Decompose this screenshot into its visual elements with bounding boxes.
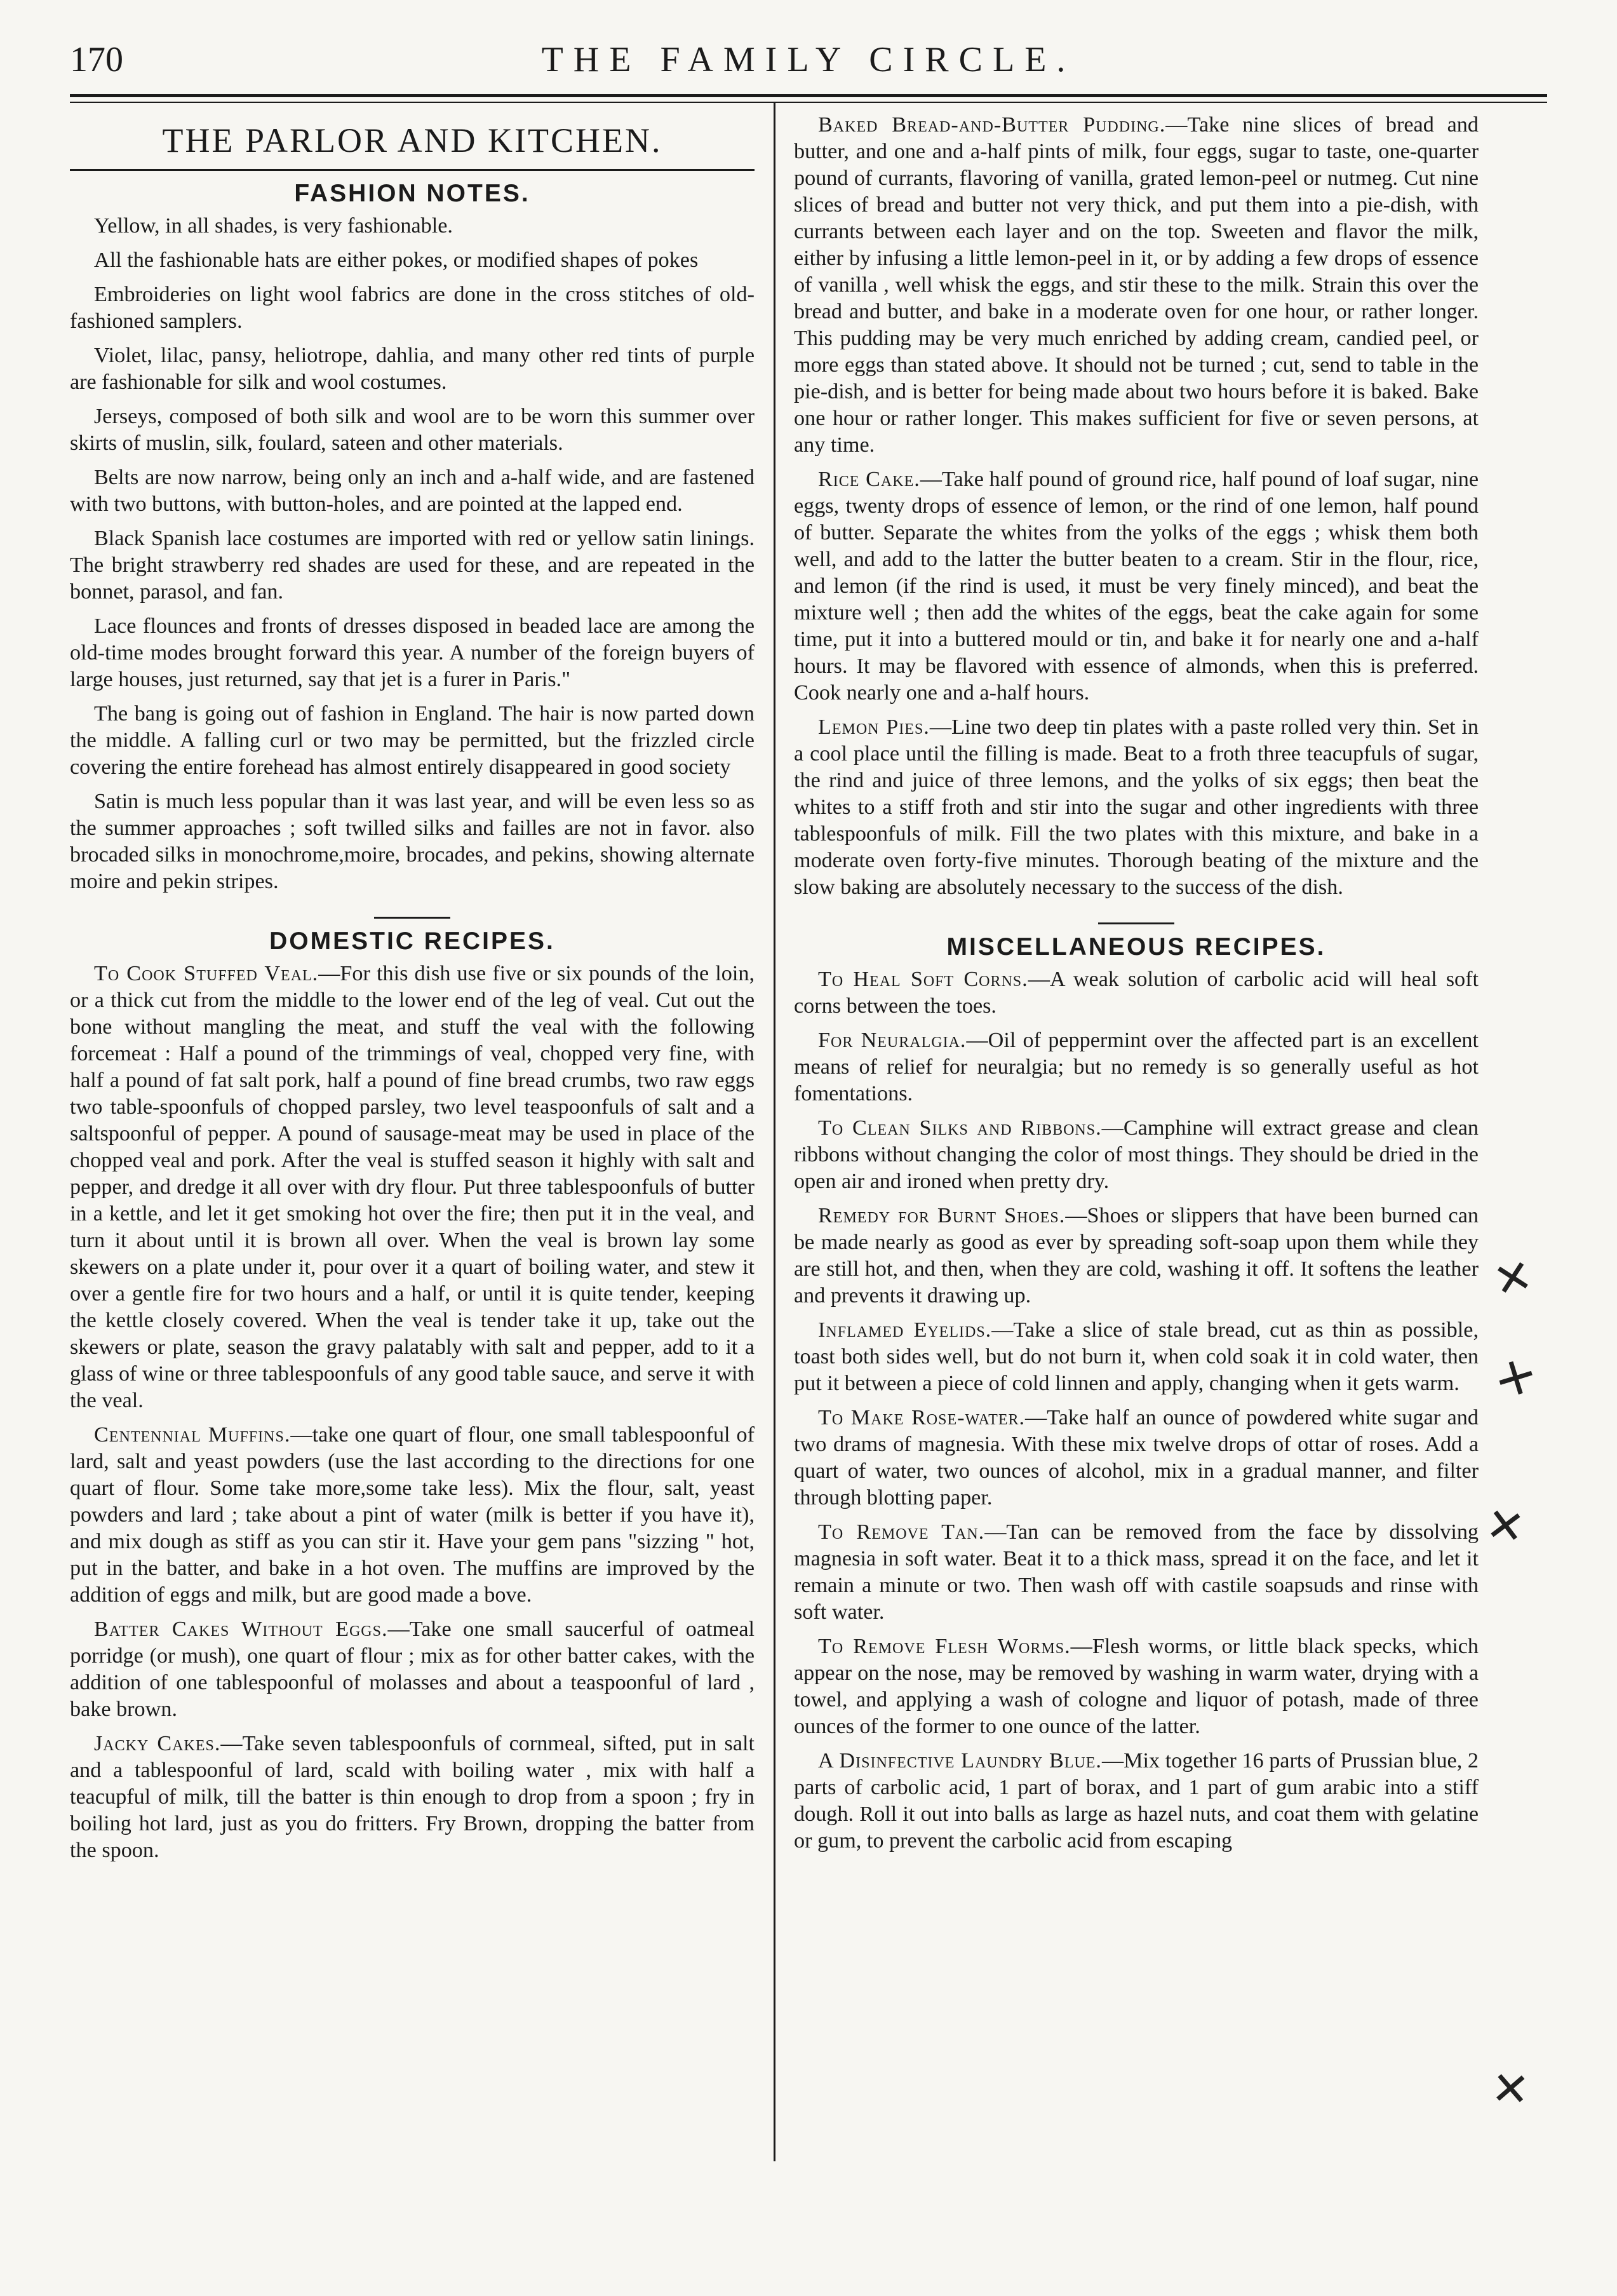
- fashion-note: Belts are now narrow, being only an inch and a-half wide, and are fastened with two buttons, with button-holes, and are pointed at the lapped end.: [70, 466, 755, 516]
- domestic-recipes-heading: DOMESTIC RECIPES.: [269, 928, 555, 955]
- recipe-text: —Flesh worms, or little black specks, which appear on the nose, may be removed by washing in warm water, drying with a towel, and applying a wash of cologne and liquor of potash, made of three ounces of the former to one ounce of the latter.: [794, 1635, 1479, 1738]
- recipe-title: To Make Rose-water.: [818, 1406, 1026, 1429]
- recipe-text: —take one quart of flour, one small tablespoonful of lard, salt and yeast powders (use the last according to the directions for one quart of flour. Some take more,some take less). Mix the flour, salt, yeast powders and lard ; take about a pint of water (milk is better if you have it), and mix dough as stiff as you can stir it. Have your gem pans "sizzing " hot, put in the batter, and bake in a hot oven. The muffins are improved by the addition of eggs and milk, but are good made a bove.: [70, 1423, 755, 1607]
- recipe-paragraph: [70, 1731, 755, 1864]
- recipe-text: —Take nine slices of bread and butter, and one and a-half pints of milk, four eggs, sugar to taste, one-quarter pound of currants, flavoring of vanilla, grated lemon-peel or nutmeg. Cut nine slices of bread and butter not very thick, and put them into a pie-dish, with currants between each layer and on the top. Sweeten and flavor the milk, either by infusing a little lemon-peel in it, or by adding a few drops of essence of vanilla , well whisk the eggs, and stir these to the milk. Strain this over the bread and butter, and bake in a moderate oven for one hour, or rather longer. This pudding may be very much enriched by adding cream, candied peel, or more eggs than stated above. It should not be turned ; cut, send to table in the pie-dish, and is better for being made about two hours before it is baked. Bake one hour or rather longer. This makes sufficient for five or seven persons, at any time.: [794, 113, 1479, 457]
- fashion-note: All the fashionable hats are either pokes, or modified shapes of pokes: [94, 248, 699, 272]
- fashion-note: The bang is going out of fashion in England. The hair is now parted down the middle. A falling curl or two may be permitted, but the frizzled circle covering the entire forehead has almost entirely disappeared in good society: [70, 702, 755, 779]
- column-divider: [774, 103, 775, 2161]
- recipe-title: To Cook Stuffed Veal.: [94, 962, 319, 985]
- recipe-title: Jacky Cakes.: [94, 1732, 221, 1755]
- recipe-text: —Mix together 16 parts of Prussian blue, 2 parts of carbolic acid, 1 part of borax, and 1 part of gum arabic into a stiff dough. Roll it out into balls as large as hazel nuts, and coat them with gelatine or gum, to prevent the carbolic acid from escaping: [794, 1749, 1479, 1853]
- fashion-note: Yellow, in all shades, is very fashionable.: [94, 214, 453, 238]
- handwritten-x-mark: ✕: [1489, 2060, 1532, 2117]
- recipe-title: To Heal Soft Corns.: [818, 968, 1028, 991]
- running-head: [70, 39, 1547, 90]
- fashion-note: Embroideries on light wool fabrics are done in the cross stitches of old-fashioned samplers.: [70, 283, 755, 333]
- recipe-paragraph: [70, 1616, 755, 1723]
- recipe-title: To Remove Flesh Worms.: [818, 1635, 1071, 1658]
- recipe-text: —For this dish use five or six pounds of the loin, or a thick cut from the middle to the lower end of the leg of veal. Cut out the bone without mangling the meat, and stuff the veal with the following forcemeat : Half a pound of the trimmings of veal, chopped very fine, with half a pound of fat salt pork, half a pound of fine bread crumbs, two raw eggs two table-spoonfuls of chopped parsley, two level teaspoonfuls of salt and a saltspoonful of pepper. A pound of sausage-meat may be used in place of the chopped veal and pork. After the veal is stuffed season it highly with salt and pepper, and dredge it all over with dry flour. Put three tablespoonfuls of butter in a kettle, and let it get smoking hot over the fire; then put it in the veal, and turn it about until it is brown all over. When the veal is brown lay some skewers on a plate under it, pour over it a quart of boiling water, and stew it over a gentle fire for two hours and a half, or until it is quite tender, keeping the kettle closely covered. When the veal is tender take it up, take out the skewers or plate, season the gravy palatably with salt and pepper, add to it a glass of wine or three tablespoonfuls of any good table sauce, and serve it with the veal.: [70, 962, 755, 1412]
- recipe-text: —Camphine will extract grease and clean ribbons without changing the color of most things. They should be dried in the open air and ironed when pretty dry.: [794, 1116, 1479, 1193]
- left-column: [70, 112, 755, 1872]
- handwritten-x-mark: ✕: [1486, 1346, 1545, 1412]
- recipe-paragraph: [794, 112, 1479, 459]
- recipe-paragraph: [794, 1633, 1479, 1740]
- recipe-paragraph: [70, 961, 755, 1414]
- recipe-text: —Oil of peppermint over the affected part is an excellent means of relief for neuralgia; but no remedy is so generally useful as hot fomentations.: [794, 1029, 1479, 1105]
- handwritten-x-mark: ✕: [1482, 1497, 1528, 1555]
- fashion-note: Satin is much less popular than it was last year, and will be even less so as the summer approaches ; soft twilled silks and failles are not in favor. also brocaded silks in monochrome,moire, brocades, and pekins, showing alternate moire and pekin stripes.: [70, 790, 755, 893]
- fashion-note: Lace flounces and fronts of dresses disposed in beaded lace are among the old-time modes brought forward this year. A number of the foreign buyers of large houses, just returned, say that jet is a furer in Paris.": [70, 614, 755, 691]
- section-separator: [374, 917, 450, 919]
- recipe-text: —Take half an ounce of powdered white sugar and two drams of magnesia. With these mix twelve drops of ottar of roses. Add a quart of water, two ounces of alcohol, mix in a gradual manner, and filter through blotting paper.: [794, 1406, 1479, 1509]
- recipe-title: A Disinfective Laundry Blue.: [818, 1749, 1102, 1773]
- right-column: [794, 112, 1479, 1862]
- handwritten-x-mark: ✕: [1488, 1248, 1538, 1309]
- recipe-paragraph: [794, 1027, 1479, 1107]
- recipe-text: —Line two deep tin plates with a paste rolled very thin. Set in a cool place until the filling is made. Beat to a froth three teacupfuls of sugar, the rind and juice of three lemons, and the yolks of six eggs; then beat the whites to a stiff froth and stir into the sugar and other ingredients with three tablespoonfuls of milk. Fill the two plates with this mixture, and bake in a moderate oven forty-five minutes. Thorough beating of the mixture and the slow baking are absolutely necessary to the success of the dish.: [794, 715, 1479, 899]
- recipe-text: —Tan can be removed from the face by dissolving magnesia in soft water. Beat it to a thick mass, spread it on the face, and let it remain a minute or two. Then wash off with castile soapsuds and rinse with soft water.: [794, 1520, 1479, 1624]
- recipe-title: For Neuralgia.: [818, 1029, 967, 1052]
- recipe-paragraph: [794, 1317, 1479, 1397]
- recipe-title: Batter Cakes Without Eggs.: [94, 1617, 388, 1641]
- recipe-title: Lemon Pies.: [818, 715, 930, 739]
- recipe-paragraph: [794, 1203, 1479, 1309]
- recipe-text: —Take one small saucerful of oatmeal porridge (or mush), one quart of flour ; mix as for other batter cakes, with the addition of one tablespoonful of molasses and about a teaspoonful of lard , bake brown.: [70, 1617, 755, 1721]
- section-title: THE PARLOR AND KITCHEN.: [162, 121, 662, 159]
- recipe-title: Rice Cake.: [818, 468, 920, 491]
- miscellaneous-recipes-heading: MISCELLANEOUS RECIPES.: [946, 933, 1326, 961]
- recipe-paragraph: [794, 1519, 1479, 1626]
- recipe-text: —Shoes or slippers that have been burned can be made nearly as good as ever by spreading soft-soap upon them while they are still hot, and then, when they are cold, washing it off. It softens the leather and prevents it drawing up.: [794, 1204, 1479, 1307]
- fashion-note: Jerseys, composed of both silk and wool are to be worn this summer over skirts of muslin, silk, foulard, sateen and other materials.: [70, 405, 755, 455]
- recipe-paragraph: [70, 1422, 755, 1609]
- header-rule-thin: [70, 102, 1547, 103]
- recipe-paragraph: [794, 1405, 1479, 1511]
- recipe-text: —A weak solution of carbolic acid will heal soft corns between the toes.: [794, 968, 1479, 1018]
- journal-title: THE FAMILY CIRCLE.: [541, 40, 1076, 79]
- recipe-text: —Take seven tablespoonfuls of cornmeal, sifted, put in salt and a tablespoonful of lard, scald with boiling water , mix with half a teacupful of milk, till the batter is thin enough to drop from a spoon ; fry in boiling hot lard, just as you do fritters. Fry Brown, dropping the batter from the spoon.: [70, 1732, 755, 1862]
- recipe-text: —Take half pound of ground rice, half pound of loaf sugar, nine eggs, twenty drops of essence of lemon, or the rind of one lemon, half pound of butter. Separate the whites from the yolks of the eggs ; whisk them both well, and add to the latter the butter beaten to a cream. Stir in the flour, rice, and lemon (if the rind is used, it must be very finely minced), and beat the mixture well ; then add the whites of the eggs, beat the cake again for some time, put it into a buttered mould or tin, and bake it for nearly one and a-half hours. It may be flavored with essence of almonds, when this is preferred. Cook nearly one and a-half hours.: [794, 468, 1479, 705]
- fashion-note: Violet, lilac, pansy, heliotrope, dahlia, and many other red tints of purple are fashionable for silk and wool costumes.: [70, 344, 755, 394]
- recipe-paragraph: [794, 1748, 1479, 1854]
- recipe-title: Remedy for Burnt Shoes.: [818, 1204, 1066, 1227]
- recipe-title: To Remove Tan.: [818, 1520, 985, 1544]
- recipe-paragraph: [794, 966, 1479, 1020]
- recipe-title: Inflamed Eyelids.: [818, 1318, 992, 1342]
- recipe-paragraph: [794, 1115, 1479, 1195]
- fashion-notes-heading: FASHION NOTES.: [294, 180, 530, 207]
- header-rule-thick: [70, 94, 1547, 97]
- section-separator: [1098, 922, 1174, 924]
- recipe-title: To Clean Silks and Ribbons.: [818, 1116, 1102, 1140]
- recipe-title: Centennial Muffins.: [94, 1423, 291, 1447]
- recipe-paragraph: [794, 466, 1479, 706]
- recipe-text: —Take a slice of stale bread, cut as thin as possible, toast both sides well, but do not burn it, when cold soak it in cold water, then put it between a piece of cold linnen and apply, changing when it gets warm.: [794, 1318, 1479, 1395]
- page-number: 170: [70, 40, 123, 79]
- fashion-note: Black Spanish lace costumes are imported with red or yellow satin linings. The bright strawberry red shades are used for these, and are repeated in the bonnet, parasol, and fan.: [70, 527, 755, 604]
- section-title-rule: [70, 169, 755, 171]
- recipe-title: Baked Bread-and-Butter Pudding.: [818, 113, 1166, 137]
- recipe-paragraph: [794, 714, 1479, 901]
